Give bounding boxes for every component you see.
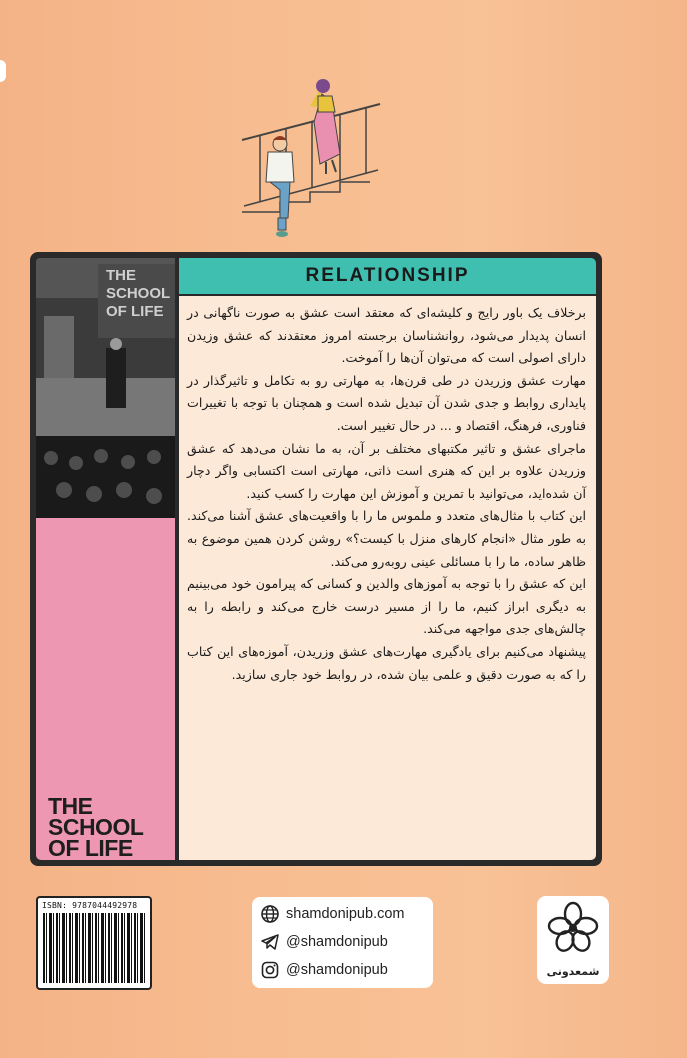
logo-line1: THE bbox=[48, 793, 93, 819]
website-row[interactable] bbox=[260, 904, 405, 924]
school-of-life-logo bbox=[48, 793, 144, 861]
blurb-text bbox=[187, 302, 586, 686]
series-header bbox=[179, 258, 596, 294]
lecture-photo bbox=[36, 258, 175, 518]
instagram-icon bbox=[260, 960, 280, 980]
blurb-paragraph-1: برخلاف یک باور رایج و کلیشه‌ای که معتقد است عشق به صورت ناگهانی در انسان پدیدار می‌شود، روانشناسان برجسته امروز معتقدند که عشق وزیدن دارای اصولی است که می‌توان آن‌ها را آموخت. bbox=[187, 305, 586, 366]
publisher-logo bbox=[537, 896, 609, 984]
barcode-bars bbox=[43, 913, 145, 983]
blurb-paragraph-3: ماجرای عشق و تاثیر مکتبهای مختلف بر آن، به ما نشان می‌دهد که عشق وزریدن علاوه بر این که هنری است ذاتی، مهارتی است اکتسابی واگر دچار آن شده‌اید، می‌توانید با تمرین و آموزش این مهارت را کسب کنید. bbox=[187, 440, 586, 501]
couple-stairs-illustration bbox=[240, 78, 385, 240]
photo-sign-line3: OF LIFE bbox=[106, 303, 164, 320]
telegram-row[interactable] bbox=[260, 932, 388, 952]
publisher-name: شمعدونی bbox=[546, 965, 600, 978]
flower-logo-icon bbox=[537, 896, 609, 958]
blurb-paragraph-6: پیشنهاد می‌کنیم برای یادگیری مهارت‌های عشق وزریدن، آموزه‌های این کتاب را که به صورت دقیق و علمی بیان شده، در روابط خود جاری سازید. bbox=[187, 643, 586, 682]
telegram-text: @shamdonipub bbox=[286, 934, 388, 950]
pink-block bbox=[36, 518, 175, 860]
description-panel bbox=[30, 252, 602, 866]
blurb-paragraph-2: مهارت عشق وزریدن در طی قرن‌ها، به مهارتی رو به تکامل و تاثیرگذار در پایداری روابط و جدی شدن آن تبدیل شده است و همچنان با توجه با تغییرات فناوری، فرهنگ، اقتصاد و ... در حال تغییر است. bbox=[187, 372, 586, 433]
blurb-area bbox=[179, 296, 596, 860]
contact-box bbox=[252, 897, 433, 988]
photo-sign-line2: SCHOOL bbox=[106, 285, 171, 302]
instagram-text: @shamdonipub bbox=[286, 962, 388, 978]
website-text: shamdonipub.com bbox=[286, 906, 405, 922]
telegram-icon bbox=[260, 932, 280, 952]
lecture-photo-image bbox=[36, 258, 175, 518]
isbn-barcode bbox=[36, 896, 152, 990]
isbn-number: ISBN: 9787044492978 bbox=[42, 901, 138, 910]
instagram-row[interactable] bbox=[260, 960, 388, 980]
blurb-paragraph-5: این که عشق را با توجه به آموزهای والدین و کسانی که پیرامون خود می‌بینیم به دیگری ابراز کنیم، ما را از مسیر درست خارج می‌کند و رابطه را به چالش‌های جدی مواجهه می‌کند. bbox=[187, 576, 586, 637]
series-title: RELATIONSHIP bbox=[305, 265, 470, 286]
logo-line3: OF LIFE bbox=[48, 835, 133, 861]
cover-edge-tab bbox=[0, 60, 6, 82]
logo-line2: SCHOOL bbox=[48, 814, 144, 840]
globe-icon bbox=[260, 904, 280, 924]
photo-sign-line1: THE bbox=[106, 267, 136, 284]
blurb-paragraph-4: این کتاب با مثال‌های متعدد و ملموس ما را با واقعیت‌های عشق آشنا می‌کند. به طور مثال «انجام کارهای منزل با کیست؟» روشن کردن همین موضوع به ظاهر ساده، ما را با مسائلی عینی روبه‌رو می‌کند. bbox=[187, 508, 586, 569]
